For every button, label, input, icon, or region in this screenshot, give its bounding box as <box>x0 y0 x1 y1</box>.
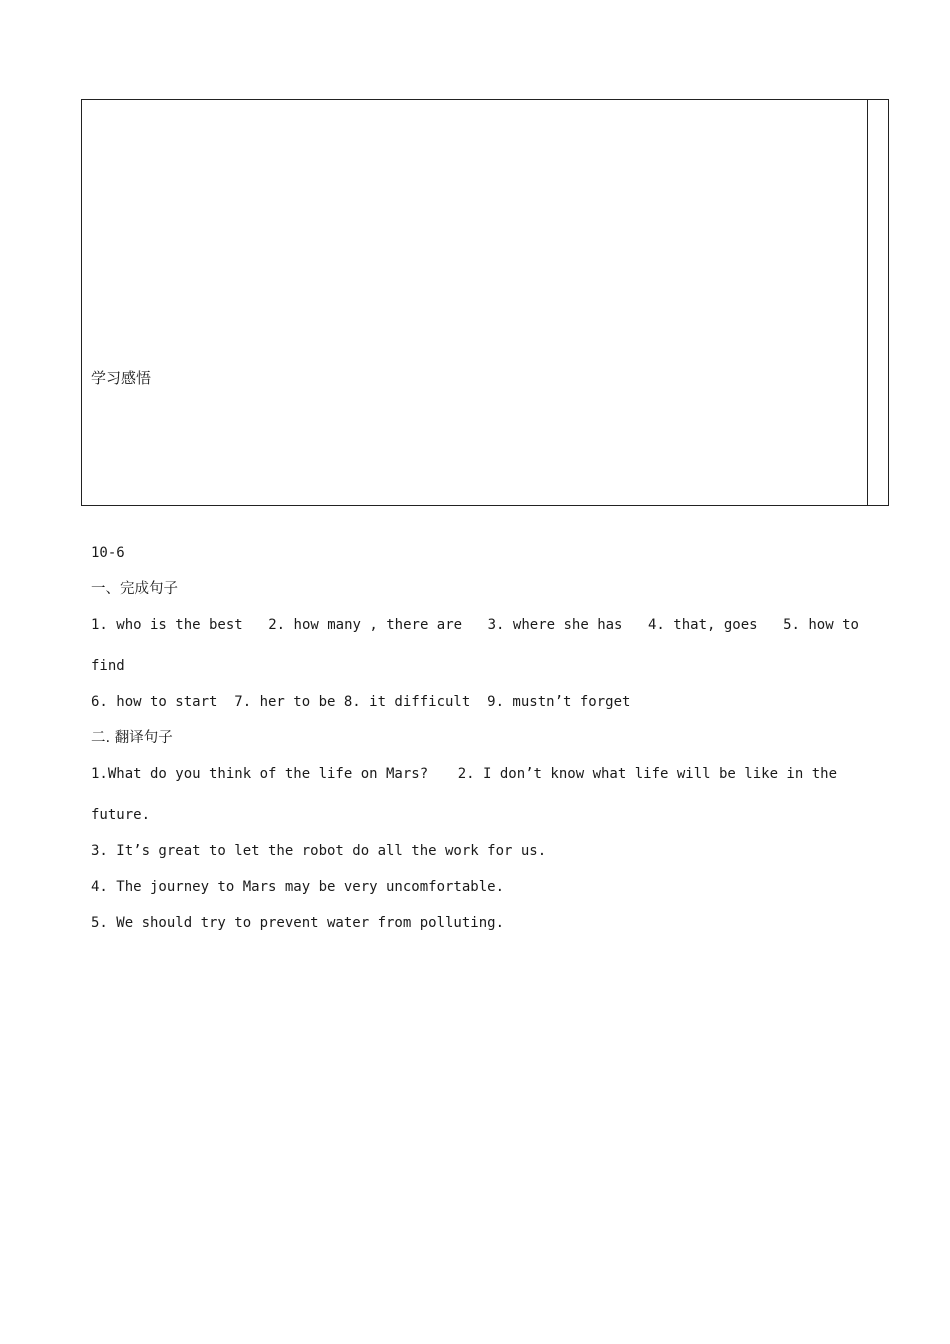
answer-5-continued: find <box>91 658 125 674</box>
reflection-label: 学习感悟 <box>91 369 152 387</box>
answer-1: 1. who is the best <box>91 617 243 633</box>
translation-line-1 <box>91 764 837 784</box>
answer-5: 5. how to <box>783 617 859 633</box>
reflection-table <box>81 99 889 506</box>
part1-heading: 一、完成句子 <box>91 581 178 597</box>
translation-1: 1.What do you think of the life on Mars? <box>91 766 429 782</box>
answer-4: 4. that, goes <box>648 617 758 633</box>
translation-2-continued: future. <box>91 807 151 823</box>
answer-3: 3. where she has <box>487 617 623 633</box>
table-column-divider <box>867 100 868 505</box>
part1-answers-row1 <box>91 615 859 635</box>
translation-4: 4. The journey to Mars may be very uncomfortable. <box>91 879 505 895</box>
part1-answers-row2: 6. how to start 7. her to be 8. it difficult 9. mustn’t forget <box>91 694 631 710</box>
translation-3: 3. It’s great to let the robot do all the work for us. <box>91 843 547 859</box>
section-id: 10-6 <box>91 545 125 561</box>
answer-2: 2. how many , there are <box>268 617 463 633</box>
part2-heading: 二. 翻译句子 <box>91 730 173 746</box>
translation-5: 5. We should try to prevent water from polluting. <box>91 915 505 931</box>
translation-2: 2. I don’t know what life will be like in the <box>457 766 837 782</box>
